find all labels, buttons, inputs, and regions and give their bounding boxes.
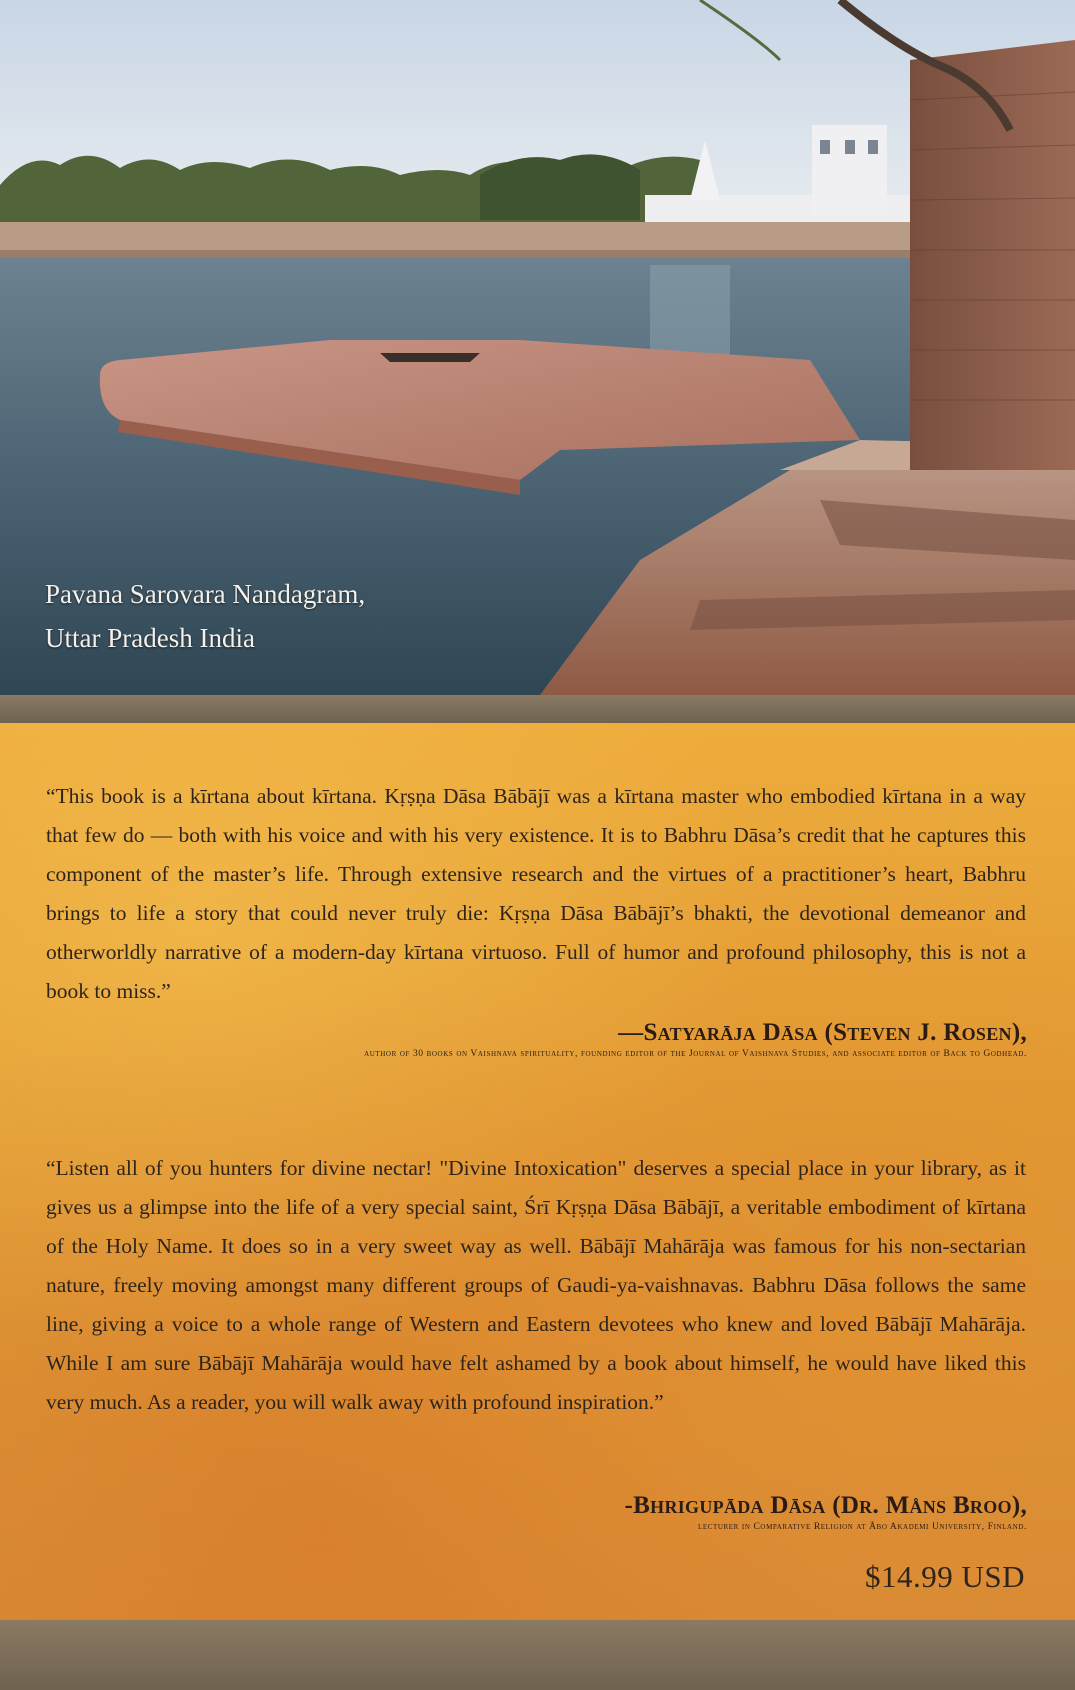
- cover-photo: [0, 0, 1075, 695]
- endorsement-quote-1: “This book is a kīrtana about kīrtana. Kṛṣṇa Dāsa Bābājī was a kīrtana master who embodied kīrtana in a way that few do — both with his voice and with his very existence. It is to Babhru Dāsa’s credit that he captures this component of the master’s life. Through extensive research and the virtues of a practitioner’s heart, Babhru brings to life a story that could never truly die: Kṛṣṇa Dāsa Bābājī’s bhakti, the devotional demeanor and otherworldly narrative of a modern-day kīrtana virtuoso. Full of humor and profound philosophy, this is not a book to miss.”: [46, 783, 1026, 1003]
- caption-line-1: Pavana Sarovara Nandagram,: [45, 579, 366, 609]
- endorsement-attribution-2: [625, 1492, 1027, 1532]
- price-label: $14.99 USD: [864, 1559, 1025, 1594]
- endorsement-quote-2: “Listen all of you hunters for divine nectar! "Divine Intoxication" deserves a special place in your library, as it gives us a glimpse into the life of a very special saint, Śrī Kṛṣṇa Dāsa Bābājī, a veritable embodiment of kīrtana of the Holy Name. It does so in a very sweet way as well. Bābājī Mahārāja was famous for his non-sectarian nature, freely moving amongst many different groups of Gaudi-ya-vaishnavas. Babhru Dāsa follows the same line, giving a voice to a whole range of Western and Eastern devotees who knew and loved Bābājī Mahārāja. While I am sure Bābājī Mahārāja would have felt ashamed by a book about himself, he would have liked this very much. As a reader, you will walk away with profound inspiration.”: [46, 1155, 1026, 1414]
- divider-band-top: [0, 695, 1075, 723]
- endorsement-attribution-1: [364, 1019, 1027, 1059]
- caption-line-2: Uttar Pradesh India: [45, 623, 255, 653]
- endorser-role-1: author of 30 books on Vaishnava spirituality, founding editor of the Journal of Vaishnava Studies, and associate editor of Back to Godhead.: [364, 1049, 1027, 1059]
- endorser-name-2: -Bhrigupāda Dāsa (Dr. Måns Broo),: [624, 1492, 1027, 1519]
- endorsements-panel: [0, 723, 1075, 1620]
- endorser-role-2: lecturer in Comparative Religion at Åbo Akademi University, Finland.: [697, 1522, 1027, 1532]
- photo-caption: [45, 572, 365, 660]
- divider-band-bottom: [0, 1620, 1075, 1690]
- endorser-name-1: —Satyarāja Dāsa (Steven J. Rosen),: [618, 1019, 1027, 1046]
